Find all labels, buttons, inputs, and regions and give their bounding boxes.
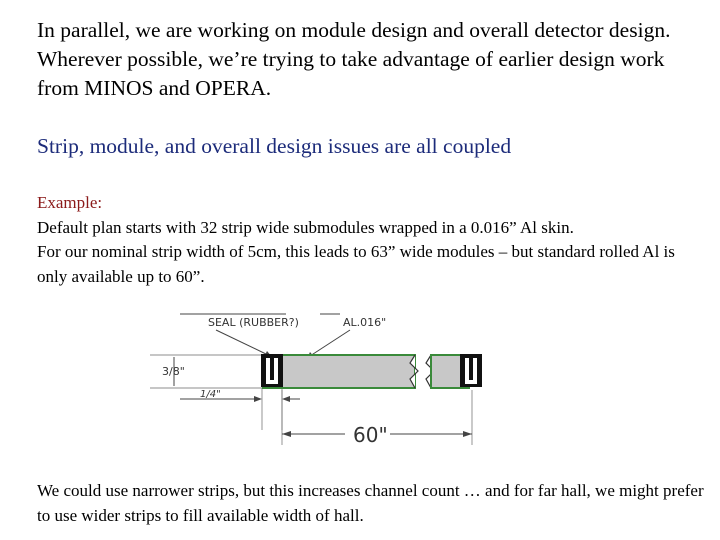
gap-label: 1/4": [200, 389, 221, 400]
coupled-statement: Strip, module, and overall design issues are all coupled: [37, 134, 512, 158]
module-body-left: [263, 355, 415, 388]
seal-label: SEAL (RUBBER?): [208, 316, 299, 329]
width-label: 60": [353, 423, 388, 447]
height-label: 3/8": [162, 365, 185, 378]
conclusion-paragraph: We could use narrower strips, but this increases channel count … and for far hall, we might prefer to use wider strips to fill available width of hall.: [37, 481, 704, 525]
intro-paragraph: In parallel, we are working on module design and overall detector design. Wherever possible, we’re trying to take advantage of earlier design work from MINOS and OPERA.: [37, 18, 671, 100]
example-line-1: Default plan starts with 32 strip wide submodules wrapped in a 0.016” Al skin.: [37, 217, 574, 237]
example-block: [37, 191, 707, 289]
module-cross-section-diagram: [150, 305, 490, 465]
al-thickness-label: AL.016": [343, 316, 387, 329]
example-label: Example:: [37, 193, 103, 212]
example-line-2: For our nominal strip width of 5cm, this leads to 63” wide modules – but standard rolled Al is only available up to 60”.: [37, 242, 675, 286]
